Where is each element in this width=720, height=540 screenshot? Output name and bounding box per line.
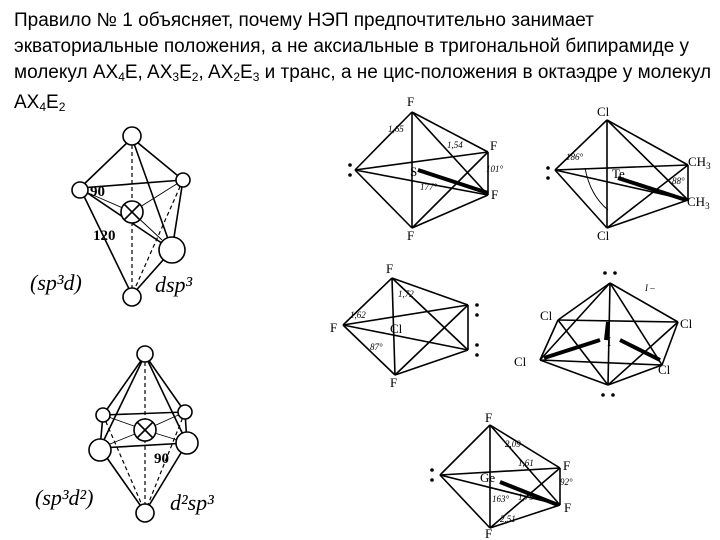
atom-label: Cl	[540, 308, 553, 323]
atom-label: F	[563, 458, 571, 473]
center-atom-label: Cl	[390, 321, 403, 336]
bond-angle: 177°	[420, 182, 438, 192]
atom-bottom	[123, 288, 141, 306]
atom-label: Cl	[597, 104, 610, 119]
atom-label: $CH_3$	[687, 194, 710, 211]
atom-label: Cl	[514, 354, 527, 369]
bond-angle: 101°	[486, 164, 504, 174]
atom-back-right	[178, 405, 192, 419]
ge-diagram	[430, 410, 573, 540]
clf3-diagram	[330, 261, 479, 390]
atom-label: F	[485, 526, 493, 540]
bond-angle: 87°	[370, 342, 383, 352]
atom-label: $CH_3$	[688, 154, 711, 171]
ion-charge: I –	[645, 283, 655, 293]
atom-label: F	[407, 94, 415, 109]
lone-pair-lobe	[89, 439, 111, 461]
bond-length: 1,79	[518, 492, 534, 502]
bond-length: 2,09	[505, 439, 521, 449]
bipyramid-diagram	[30, 127, 193, 306]
bond-length: 1,61	[518, 458, 534, 468]
center-atom-label: Ge	[480, 470, 496, 485]
octahedron-diagram	[35, 346, 214, 522]
te-diagram	[546, 104, 711, 243]
angle-label: 90	[90, 184, 105, 200]
lone-pair-lobe	[159, 237, 185, 263]
atom-label: F	[491, 187, 499, 202]
atom-bottom	[136, 504, 154, 522]
icl4-diagram	[514, 271, 693, 397]
bond-length: 1,72	[398, 289, 414, 299]
bond-angle: 88°	[672, 176, 685, 186]
atom-label: F	[386, 261, 394, 276]
angle-label: 90	[154, 451, 169, 467]
angle-label: 120	[93, 228, 116, 244]
atom-label: F	[390, 375, 398, 390]
hybrid-label: (sp³d²)	[35, 485, 94, 510]
atom-back-left	[96, 408, 110, 422]
atom-label: F	[564, 500, 572, 515]
lone-pair-lobe	[176, 432, 198, 454]
atom-top	[123, 127, 141, 145]
hybrid-label: (sp³d)	[30, 270, 82, 295]
atom-label: Cl	[658, 362, 671, 377]
atom-label: Cl	[680, 316, 693, 331]
sf4-diagram	[348, 94, 503, 243]
center-atom-label: I	[607, 334, 612, 349]
bond-angle: 163°	[492, 494, 510, 504]
bond-length: 1,65	[388, 124, 404, 134]
bond-angle: 186°	[566, 152, 584, 162]
center-atom-label: S	[410, 164, 418, 179]
atom-label: F	[485, 410, 493, 425]
bond-angle: 92°	[560, 477, 573, 487]
atom-label: F	[407, 228, 415, 243]
atom-label: Cl	[597, 228, 610, 243]
atom-label: F	[490, 138, 498, 153]
atom-right	[176, 173, 190, 187]
center-atom-label: Te	[612, 166, 625, 181]
atom-top	[137, 346, 153, 362]
bond-length: 2,51	[500, 514, 516, 524]
atom-left	[72, 182, 88, 198]
slide-title: Правило № 1 объясняет, почему НЭП предпочтительно занимает экваториальные положения, а не аксиальные в тригональной бипирамиде у молекул $AX_4E$, $AX_3E_2$, $AX_2E_3$ и транс, а не цис-положения в октаэдре у молекул $AX_4E_2$	[14, 10, 712, 114]
hybrid-label: dsp³	[155, 272, 193, 297]
atom-label: F	[330, 320, 338, 335]
bond-length: 1,62	[350, 310, 366, 320]
hybrid-label: d²sp³	[170, 490, 214, 515]
bond-length: 1,54	[447, 140, 463, 150]
